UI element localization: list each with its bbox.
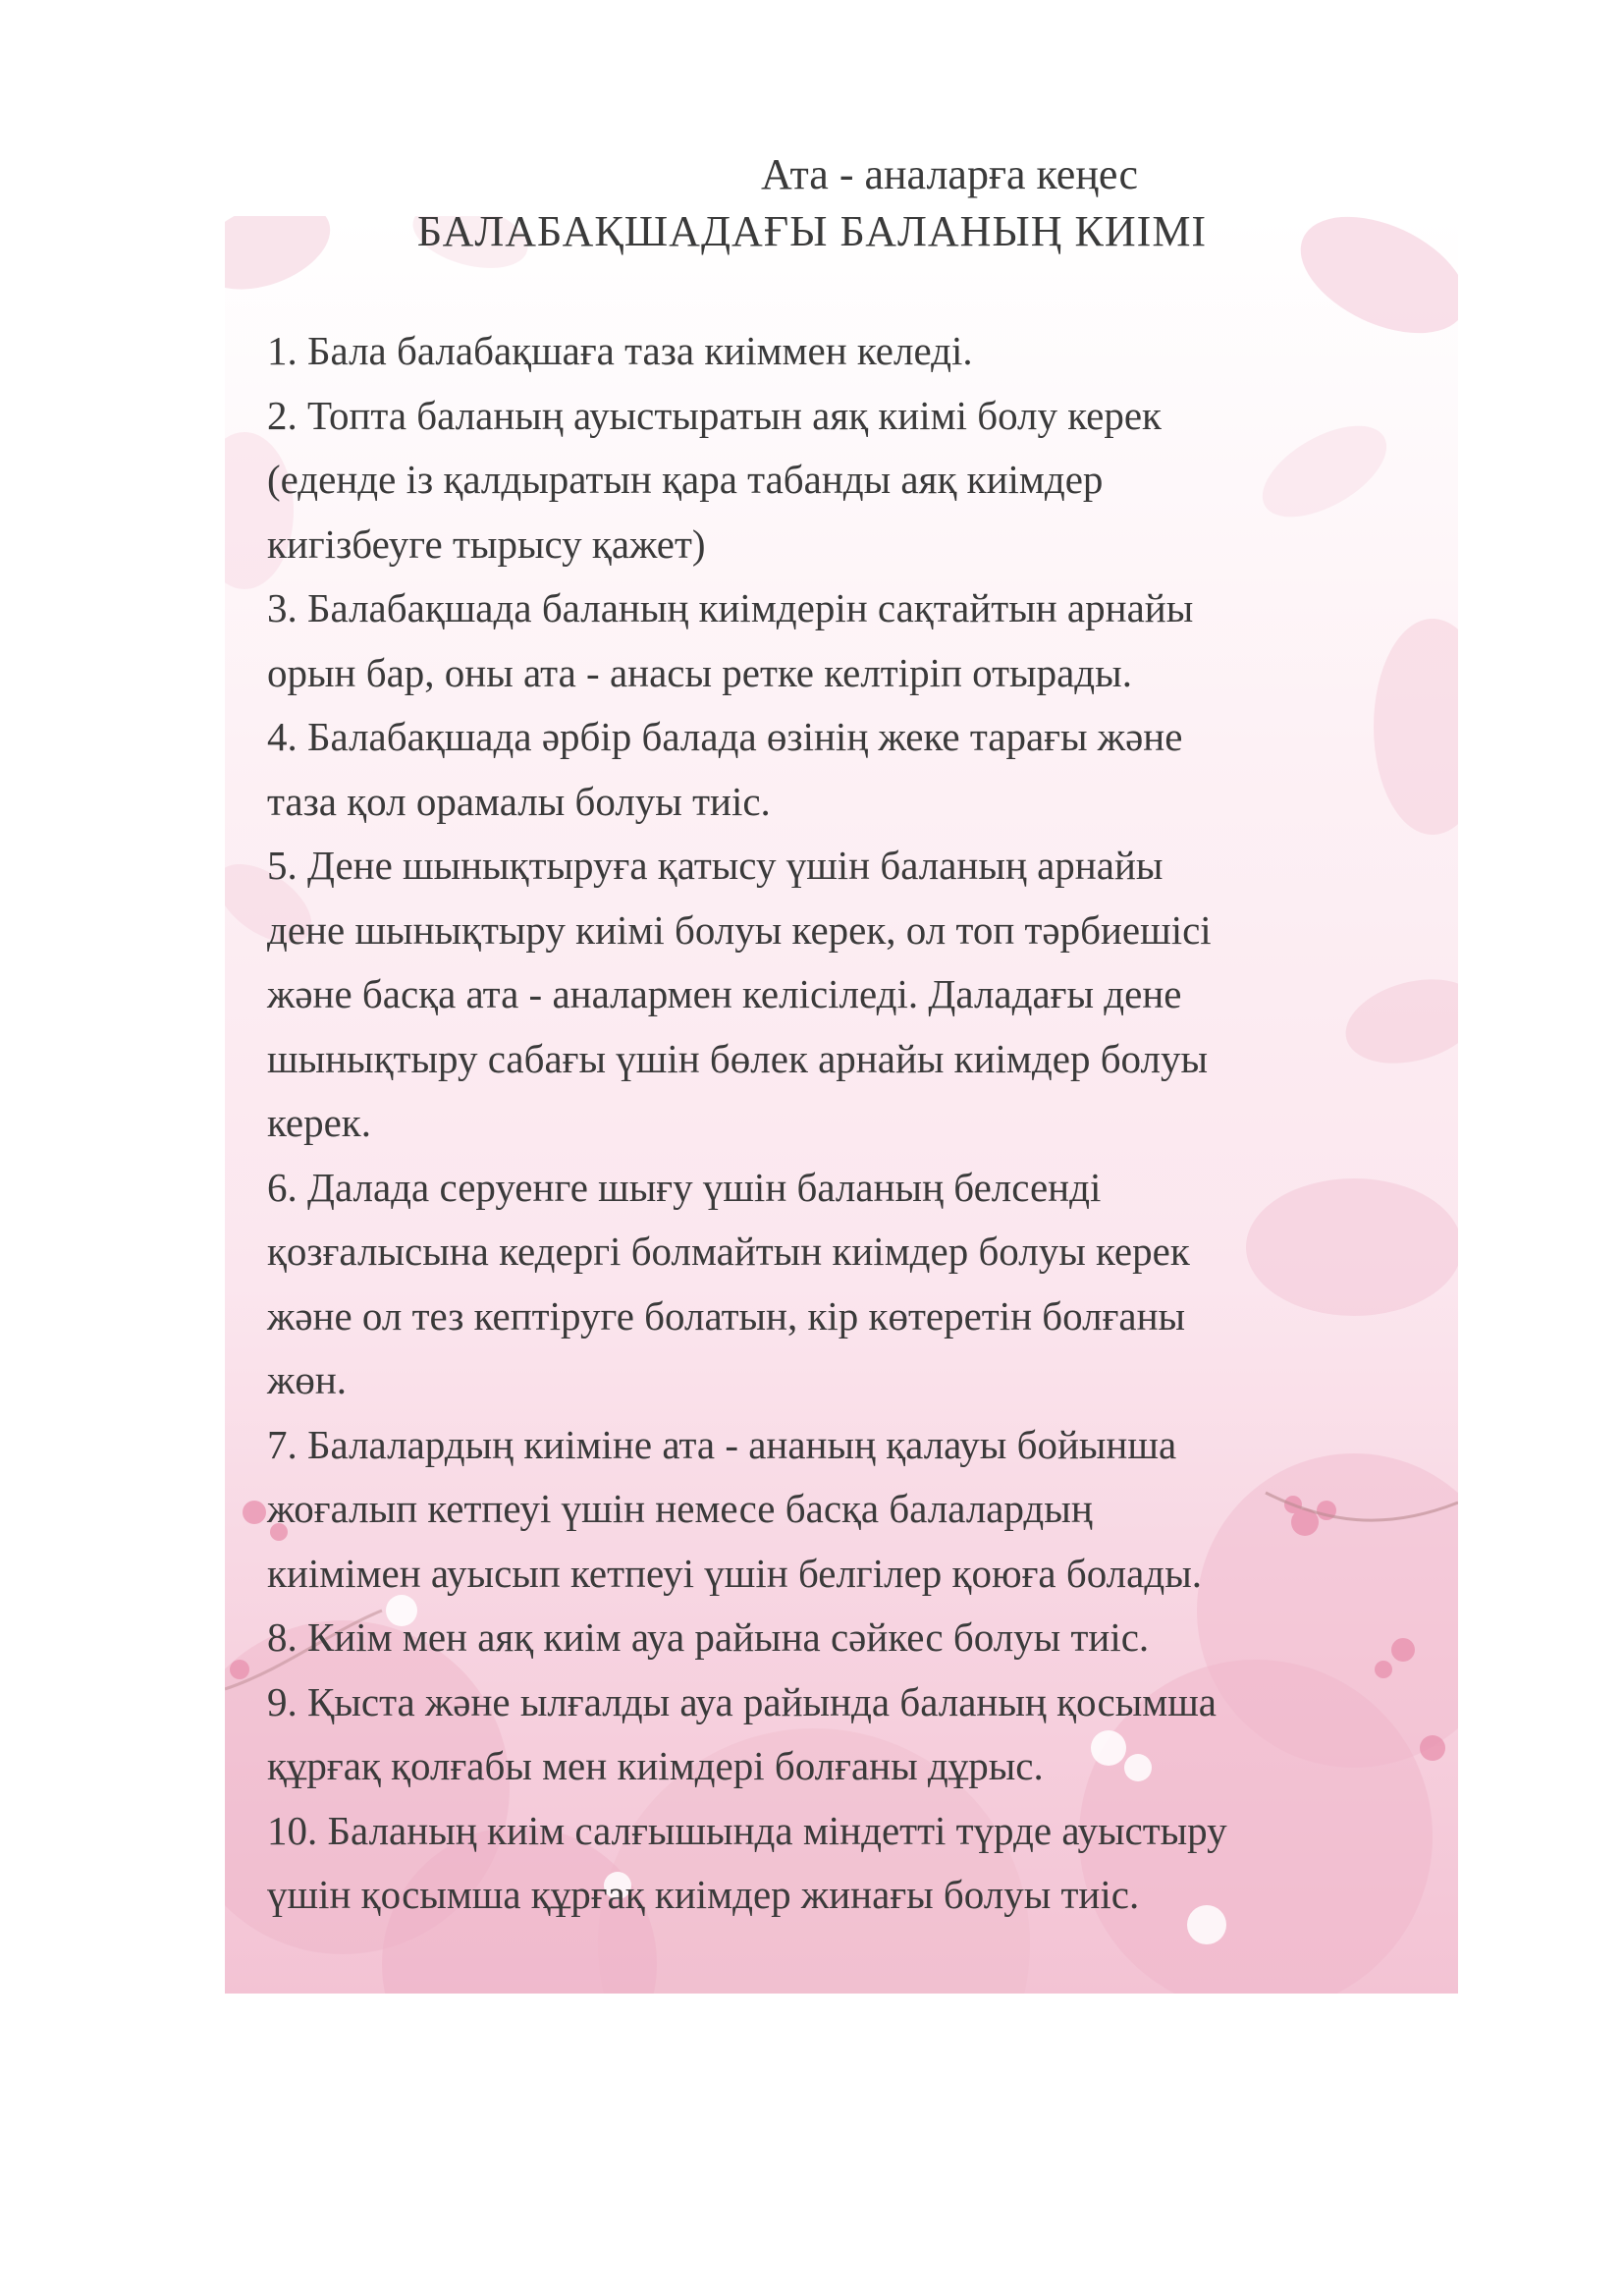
text-line: киімімен ауысып кетпеуі үшін белгілер қоюға болады. xyxy=(267,1550,1202,1596)
subtitle: Ата - аналарға кеңес xyxy=(760,150,1139,198)
text-line: үшін қосымша құрғақ киімдер жинағы болуы тиіс. xyxy=(267,1872,1140,1917)
text-line: кигізбеуге тырысу қажет) xyxy=(267,520,706,567)
text-line: 1. Бала балабақшаға таза киіммен келеді. xyxy=(267,328,973,373)
text-line: керек. xyxy=(267,1100,371,1145)
text-line: 7. Балалардың киіміне ата - ананың қалауы бойынша xyxy=(267,1421,1177,1467)
text-line: жоғалып кетпеуі үшін немесе басқа балалардың xyxy=(267,1486,1093,1531)
text-line: жөн. xyxy=(267,1357,348,1402)
text-line: құрғақ қолғабы мен киімдері болғаны дұрыс. xyxy=(267,1743,1044,1788)
header xyxy=(0,147,1624,261)
text-line: (еденде із қалдыратын қара табанды аяқ киімдер xyxy=(267,457,1104,502)
text-line: таза қол орамалы болуы тиіс. xyxy=(267,778,771,824)
text-line: 9. Қыста және ылғалды ауа райында баланың қосымша xyxy=(267,1678,1217,1724)
text-line: қозғалысына кедергі болмайтын киімдер болуы керек xyxy=(267,1229,1190,1274)
text-line: дене шынықтыру киімі болуы керек, ол топ тәрбиешісі xyxy=(267,906,1212,953)
text-line: 2. Топта баланың ауыстыратын аяқ киімі болу керек xyxy=(267,392,1162,438)
text-line: орын бар, оны ата - анасы ретке келтіріп отырады. xyxy=(267,649,1132,695)
text-line: 3. Балабақшада баланың киімдерін сақтайтын арнайы xyxy=(267,585,1194,630)
text-line: 8. Киім мен аяқ киім ауа райына сәйкес болуы тиіс. xyxy=(267,1614,1150,1660)
advice-list xyxy=(267,319,1406,1928)
text-line: 4. Балабақшада әрбір балада өзінің жеке тарағы және xyxy=(267,714,1183,759)
page-title: БАЛАБАҚШАДАҒЫ БАЛАНЫҢ КИІМІ xyxy=(416,207,1208,255)
text-line: 6. Далада серуенге шығу үшін баланың белсенді xyxy=(267,1164,1102,1210)
text-line: және ол тез кептіруге болатын, кір көтеретін болғаны xyxy=(267,1292,1186,1339)
text-line: шынықтыру сабағы үшін бөлек арнайы киімдер болуы xyxy=(267,1035,1209,1081)
text-line: және басқа ата - аналармен келісіледі. Даладағы дене xyxy=(267,971,1182,1016)
text-line: 10. Баланың киім салғышында міндетті түрде ауыстыру xyxy=(267,1807,1227,1853)
text-line: 5. Дене шынықтыруға қатысу үшін баланың арнайы xyxy=(267,843,1164,888)
